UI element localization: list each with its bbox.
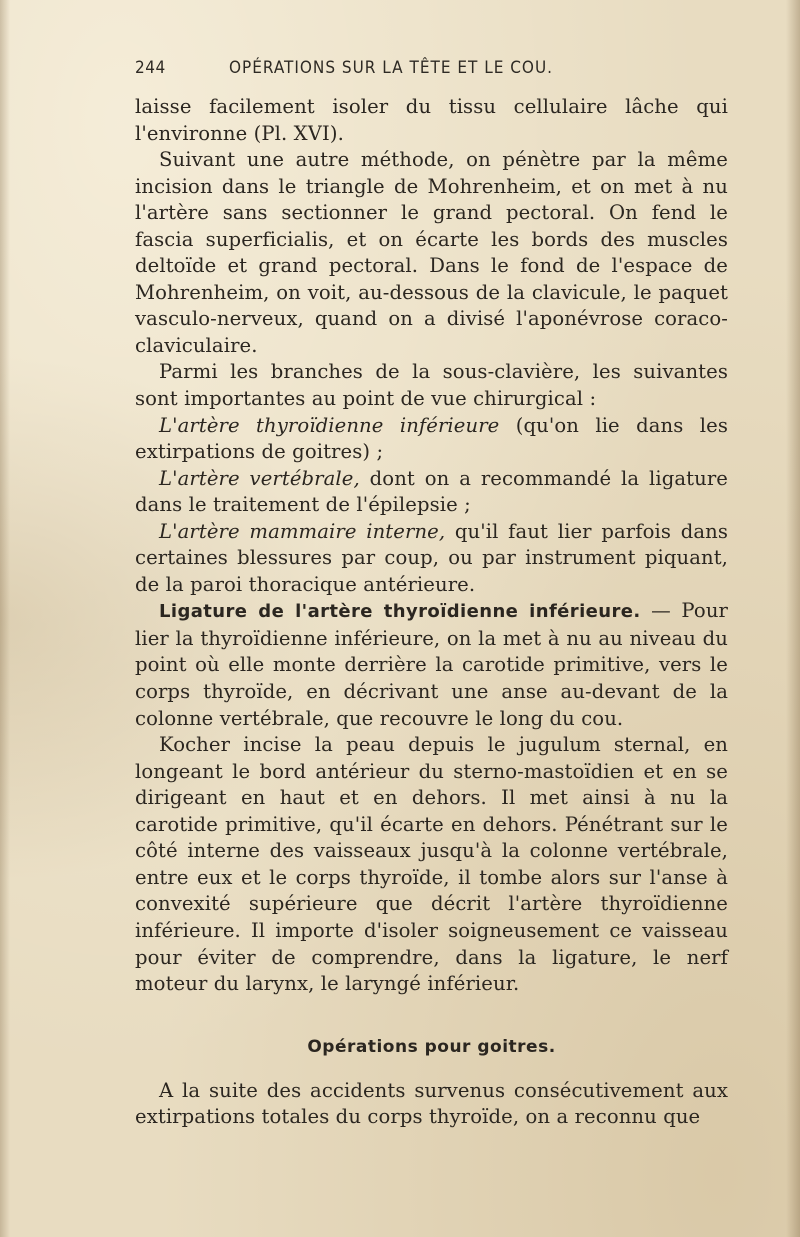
term-mammary-artery: L'artère mammaire interne, <box>159 519 446 543</box>
ligature-heading: Ligature de l'artère thyroïdienne inférieure. <box>159 601 641 623</box>
page-number: 244 <box>135 58 166 78</box>
page-edge-shadow-left <box>0 0 10 1237</box>
page-edge-shadow-right <box>786 0 800 1237</box>
paragraph-goitres: A la suite des accidents survenus consécutivement aux extirpations totales du corps thyroïde, on a reconnu que <box>135 1078 728 1129</box>
section-title: Opérations pour goitres. <box>307 1036 556 1057</box>
paragraph-mammary-artery: L'artère mammaire interne, qu'il faut lier parfois dans certaines blessures par coup, ou par instrument piquant, de la paroi thoracique antérieure. <box>135 519 728 596</box>
term-thyroid-artery: L'artère thyroïdienne inférieure <box>159 413 500 437</box>
paragraph-branches: Parmi les branches de la sous-clavière, les suivantes sont importantes au point de vue chirurgical : <box>135 360 728 411</box>
paragraph-kocher: Kocher incise la peau depuis le jugulum sternal, en longeant le bord antérieur du sterno-mastoïdien et en se dirigeant en haut et en dehors. Il met ainsi à nu la carotide primitive, qu'il écarte en dehors. Pénétrant sur le côté interne des vaisseaux jusqu'à la colonne vertébrale, entre eux et le corps thyroïde, il tombe alors sur l'anse à convexité supérieure que décrit l'artère thyroïdienne inférieure. Il importe d'isoler soigneusement ce vaisseau pour éviter de comprendre, dans la ligature, le nerf moteur du larynx, le laryngé inférieur. <box>135 733 728 996</box>
paragraph-method: Suivant une autre méthode, on pénètre par la même incision dans le triangle de Mohrenheim, et on met à nu l'artère sans sectionner le grand pectoral. On fend le fascia superficialis, et on écarte les bords des muscles deltoïde et grand pectoral. Dans le fond de l'espace de Mohrenheim, on voit, au-dessous de la clavicule, le paquet vasculo-nerveux, quand on a divisé l'aponévrose coraco-claviculaire. <box>135 148 728 357</box>
paragraph-vertebral-artery: L'artère vertébrale, dont on a recommandé la ligature dans le traitement de l'épilepsie ; <box>135 466 728 517</box>
running-head-title: OPÉRATIONS SUR LA TÊTE ET LE COU. <box>229 58 554 78</box>
paragraph-ligature: Ligature de l'artère thyroïdienne inférieure. — Pour lier la thyroïdienne inférieure, on la met à nu au niveau du point où elle monte derrière la carotide primitive, vers le corps thyroïde, en décrivant une anse au-devant de la colonne vertébrale, que recouvre le long du cou. <box>135 599 728 730</box>
paragraph-thyroid-artery: L'artère thyroïdienne inférieure (qu'on lie dans les extirpations de goitres) ; <box>135 413 729 464</box>
running-head <box>135 58 728 88</box>
body-text <box>135 94 728 1131</box>
term-vertebral-artery: L'artère vertébrale, <box>159 466 360 490</box>
book-page <box>135 58 728 1131</box>
paragraph-continuation: laisse facilement isoler du tissu cellulaire lâche qui l'environne (Pl. XVI). <box>135 95 728 145</box>
